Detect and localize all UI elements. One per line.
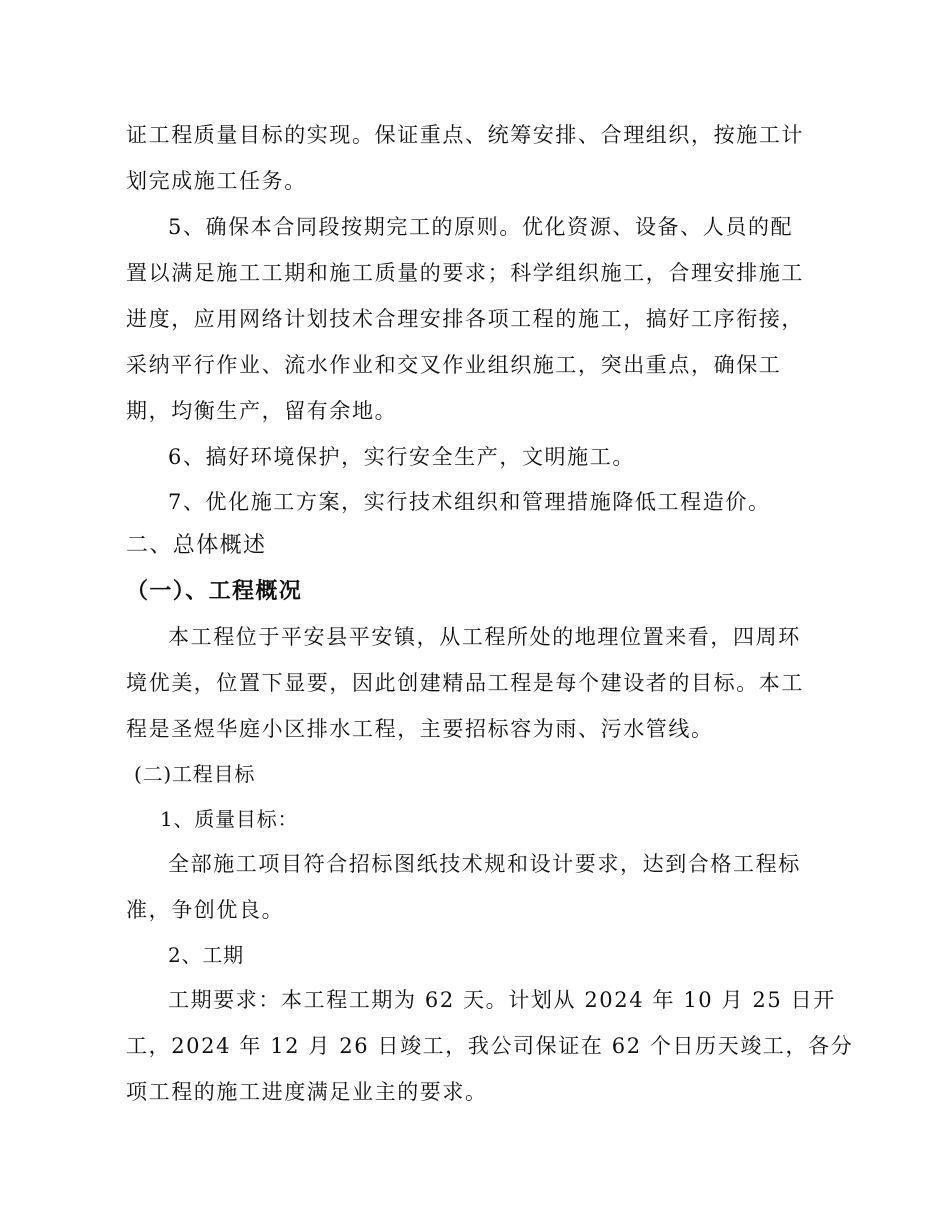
paragraph-line: 准，争创优良。 [126,898,285,922]
paragraph-line: 划完成施工任务。 [126,169,307,193]
section-heading: 二、总体概述 [126,533,267,558]
subsection-heading: （一）、工程概况 [126,578,303,604]
list-item: 2、工期 [168,943,244,967]
paragraph-line: 工，2024 年 12 月 26 日竣工，我公司保证在 62 个日历天竣工，各分 [126,1034,854,1058]
paragraph-line: 本工程位于平安县平安镇，从工程所处的地理位置来看，四周环 [168,625,801,649]
paragraph-line: 6、搞好环境保护，实行安全生产，文明施工。 [168,445,635,469]
paragraph-line: 证工程质量目标的实现。保证重点、统筹安排、合理组织，按施工计 [126,123,804,147]
paragraph-line: 期，均衡生产，留有余地。 [126,399,398,423]
paragraph-line: 项工程的施工进度满足业主的要求。 [126,1080,488,1104]
paragraph-line: 7、优化施工方案，实行技术组织和管理措施降低工程造价。 [168,490,771,514]
subsection-heading: (二)工程目标 [134,762,256,786]
paragraph-line: 置以满足施工工期和施工质量的要求；科学组织施工，合理安排施工 [126,261,804,285]
paragraph-line: 工期要求：本工程工期为 62 天。计划从 2024 年 10 月 25 日开 [168,988,836,1012]
paragraph-line: 进度，应用网络计划技术合理安排各项工程的施工，搞好工序衔接， [126,307,804,331]
paragraph-line: 采纳平行作业、流水作业和交叉作业组织施工，突出重点，确保工 [126,353,782,377]
paragraph-line: 程是圣煜华庭小区排水工程，主要招标容为雨、污水管线。 [126,717,714,741]
paragraph-line: 5、确保本合同段按期完工的原则。优化资源、设备、人员的配 [168,215,794,239]
paragraph-line: 境优美，位置下显要，因此创建精品工程是每个建设者的目标。本工 [126,671,804,695]
list-item: 1、质量目标： [160,807,299,831]
paragraph-line: 全部施工项目符合招标图纸技术规和设计要求，达到合格工程标 [168,852,801,876]
